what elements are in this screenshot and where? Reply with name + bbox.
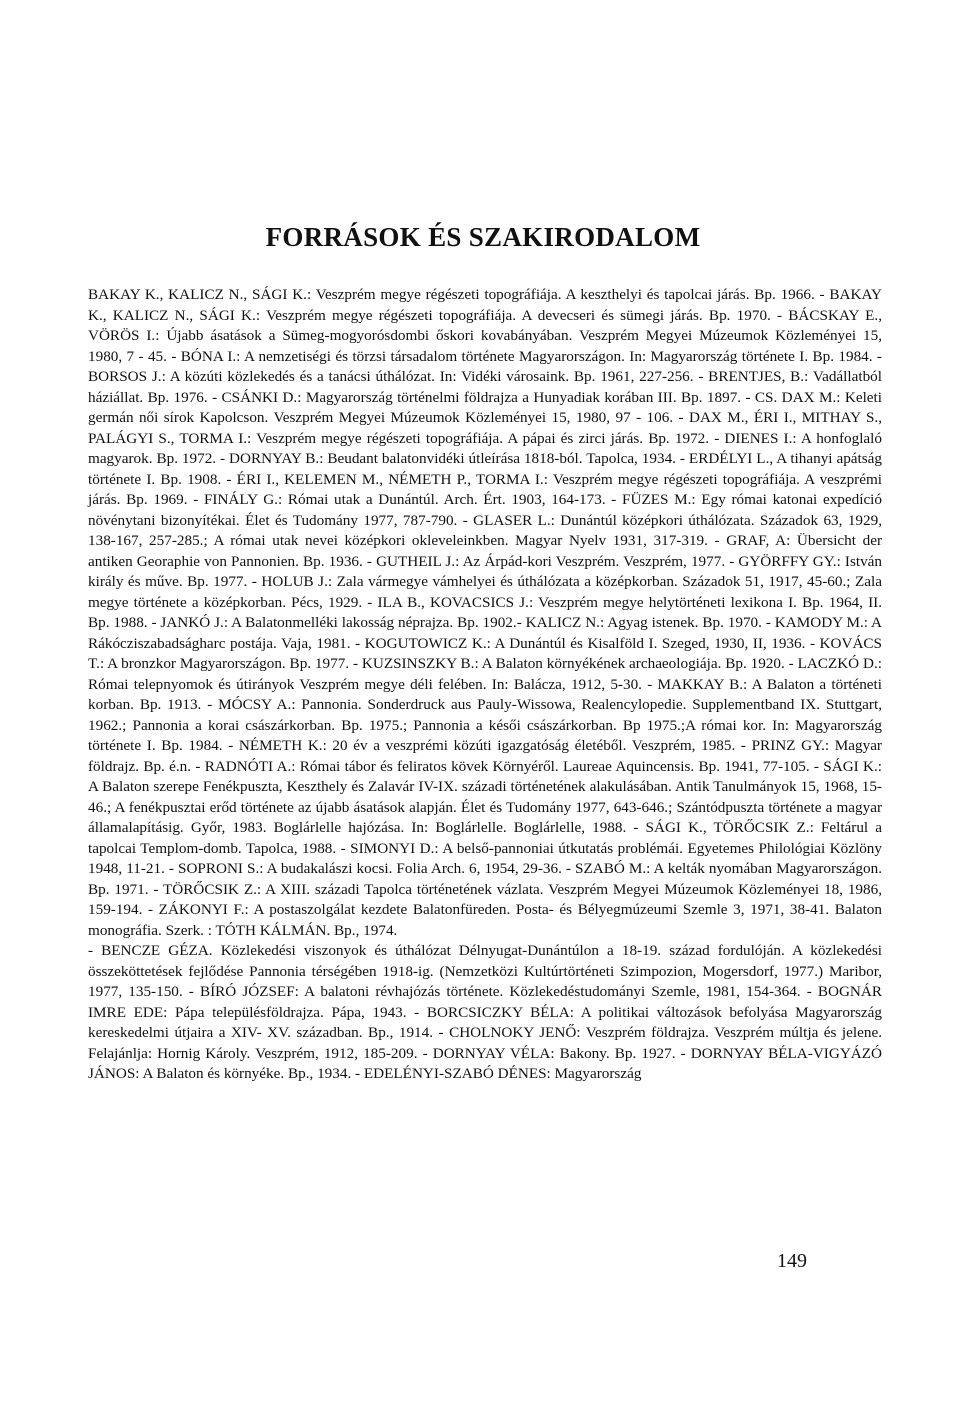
bibliography-paragraph-1: BAKAY K., KALICZ N., SÁGI K.: Veszprém megye régészeti topográfiája. A keszthelyi és tapolcai járás. Bp. 1966. - BAKAY K., KALICZ N., SÁGI K.: Veszprém megye régészeti topográfiája. A devecseri és sümegi járás. Bp. 1970. - BÁCSKAY E., VÖRÖS I.: Újabb ásatások a Sümeg-mogyorósdombi őskori kovabányában. Veszprém Megyei Múzeumok Közleményei 15, 1980, 7 - 45. - BÓNA I.: A nemzetiségi és törzsi társadalom története Magyarországon. In: Magyarország története I. Bp. 1984. - BORSOS J.: A közúti közlekedés és a tanácsi úthálózat. In: Vidéki városaink. Bp. 1961, 227-256. - BRENTJES, B.: Vadállatból háziállat. Bp. 1976. - CSÁNKI D.: Magyarország történelmi földrajza a Hunyadiak korában III. Bp. 1897. - CS. DAX M.: Keleti germán női sírok Kapolcson. Veszprém Megyei Múzeumok Közleményei 15, 1980, 97 - 106. - DAX M., ÉRI I., MITHAY S., PALÁGYI S., TORMA I.: Veszprém megye régészeti topográfiája. A pápai és zirci járás. Bp. 1972. - DIENES I.: A honfoglaló magyarok. Bp. 1972. - DORNYAY B.: Beudant balatonvidéki útleírása 1818-ból. Tapolca, 1934. - ERDÉLYI L., A tihanyi apátság története I. Bp. 1908. - ÉRI I., KELEMEN M., NÉMETH P., TORMA I.: Veszprém megye régészeti topográfiája. A veszprémi járás. Bp. 1969. - FINÁLY G.: Római utak a Dunántúl. Arch. Ért. 1903, 164-173. - FÜZES M.: Egy római katonai expedíció növénytani bizonyítékai. Élet és Tudomány 1977, 787-790. - GLASER L.: Dunántúl középkori úthálózata. Századok 63, 1929, 138-167, 257-285.; A római utak nevei középkori okleveleinkben. Magyar Nyelv 1931, 317-319. - GRAF, A: Übersicht der antiken Georaphie von Pannonien. Bp. 1936. - GUTHEIL J.: Az Árpád-kori Veszprém. Veszprém, 1977. - GYÖRFFY GY.: István király és műve. Bp. 1977. - HOLUB J.: Zala vármegye vámhelyei és úthálózata a középkorban. Századok 51, 1917, 45-60.; Zala megye története a középkorban. Pécs, 1929. - ILA B., KOVACSICS J.: Veszprém megye helytörténeti lexikona I. Bp. 1964, II. Bp. 1988. - JANKÓ J.: A Balatonmelléki lakosság néprajza. Bp. 1902.- KALICZ N.: Agyag istenek. Bp. 1970. - KAMODY M.: A Rákócziszabadságharc postája. Vaja, 1981. - KOGUTOWICZ K.: A Dunántúl és Kisalföld I. Szeged, 1930, II, 1936. - KOVÁCS T.: A bronzkor Magyarországon. Bp. 1977. - KUZSINSZKY B.: A Balaton környékének archaeologiája. Bp. 1920. - LACZKÓ D.: Római telepnyomok és útirányok Veszprém megye déli felében. In: Balácza, 1912, 5-30. - MAKKAY B.: A Balaton a történeti korban. Bp. 1913. - MÓCSY A.: Pannonia. Sonderdruck aus Pauly-Wissowa, Realencylopedie. Supplementband IX. Stuttgart, 1962.; Pannonia a korai császárkorban. Bp. 1975.; Pannonia a késői császárkorban. Bp 1975.;A római kor. In: Magyarország története I. Bp. 1984. - NÉMETH K.: 20 év a veszprémi közúti igazgatóság életéből. Veszprém, 1985. - PRINZ GY.: Magyar földrajz. Bp. é.n. - RADNÓTI A.: Római tábor és feliratos kövek Környéről. Laureae Aquincensis. Bp. 1941, 77-105. - SÁGI K.: A Balaton szerepe Fenékpuszta, Keszthely és Zalavár IV-IX. századi történetének alakulásában. Antik Tanulmányok 15, 1968, 15-46.; A fenékpusztai erőd története az újabb ásatások alapján. Élet és Tudomány 1977, 643-646.; Szántódpuszta története a magyar államalapításig. Győr, 1983. Boglárlelle hajózása. In: Boglárlelle. Boglárlelle, 1988. - SÁGI K., TÖRŐCSIK Z.: Feltárul a tapolcai Templom-domb. Tapolca, 1988. - SIMONYI D.: A belső-pannoniai útkutatás problémái. Egyetemes Philológiai Közlöny 1948, 11-21. - SOPRONI S.: A budakalászi kocsi. Folia Arch. 6, 1954, 29-36. - SZABÓ M.: A kelták nyomában Magyarországon. Bp. 1971. - TÖRŐCSIK Z.: A XIII. századi Tapolca történetének vázlata. Veszprém Megyei Múzeumok Közleményei 18, 1986, 159-194. - ZÁKONYI F.: A postaszolgálat kezdete Balatonfüreden. Posta- és Bélyegmúzeumi Szemle 3, 1971, 38-41. Balaton monográfia. Szerk. : TÓTH KÁLMÁN. Bp., 1974.	[88, 286, 882, 939]
page-number: 149	[777, 1250, 807, 1272]
bibliography-paragraph-2: - BENCZE GÉZA. Közlekedési viszonyok és úthálózat Délnyugat-Dunántúlon a 18-19. század fordulóján. A közlekedési összeköttetések fejlődése Pannonia térségében 1918-ig. (Nemzetközi Kultúrtörténeti Szimpozion, Mogersdorf, 1977.) Maribor, 1977, 135-150. - BÍRÓ JÓZSEF: A balatoni révhajózás története. Közlekedéstudományi Szemle, 1981, 154-364. - BOGNÁR IMRE EDE: Pápa településföldrajza. Pápa, 1943. - BORCSICZKY BÉLA: A politikai változások befolyása Magyarország kereskedelmi útjaira a XIV- XV. században. Bp., 1914. - CHOLNOKY JENŐ: Veszprém földrajza. Veszprém múltja és jelene. Felajánlja: Hornig Károly. Veszprém, 1912, 185-209. - DORNYAY VÉLA: Bakony. Bp. 1927. - DORNYAY BÉLA-VIGYÁZÓ JÁNOS: A Balaton és környéke. Bp., 1934. - EDELÉNYI-SZABÓ DÉNES: Magyarország	[88, 942, 882, 1082]
bibliography-body	[88, 285, 882, 1085]
page-title: FORRÁSOK ÉS SZAKIRODALOM	[265, 222, 701, 252]
